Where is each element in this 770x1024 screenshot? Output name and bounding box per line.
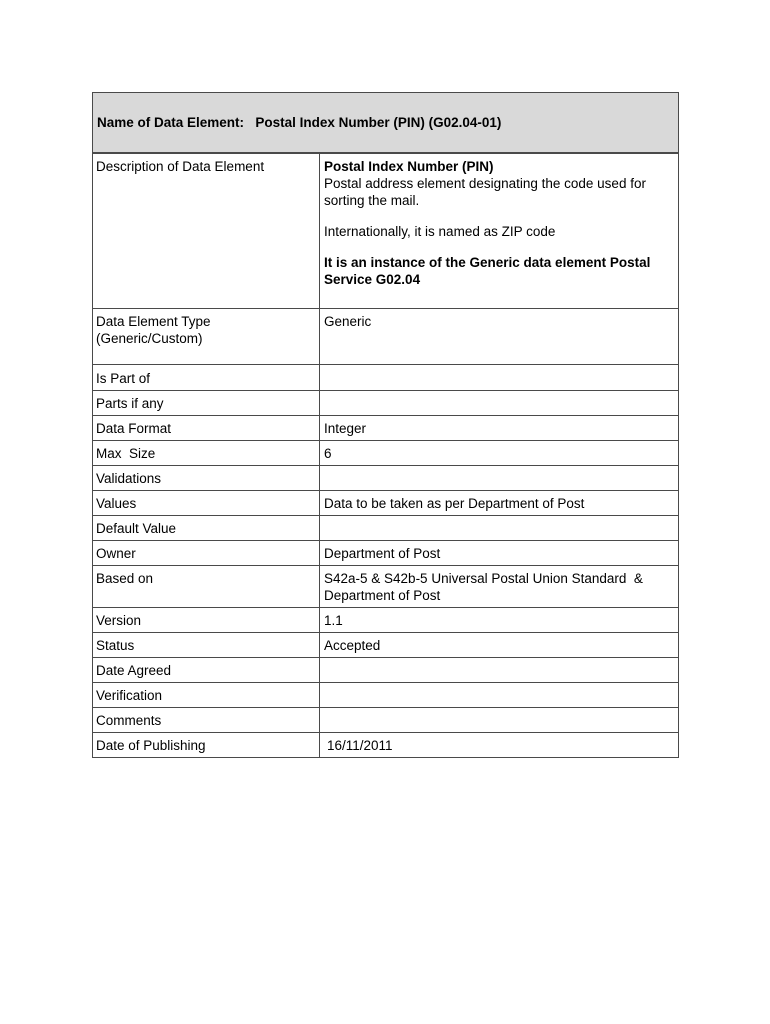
status-value: Accepted — [320, 633, 679, 658]
table-row — [93, 733, 679, 758]
table-row — [93, 658, 679, 683]
table-row — [93, 608, 679, 633]
description-instance: It is an instance of the Generic data element Postal Service G02.04 — [324, 254, 651, 287]
description-label: Description of Data Element — [93, 153, 320, 309]
max-size-value: 6 — [320, 441, 679, 466]
table-row — [93, 466, 679, 491]
comments-label: Comments — [93, 708, 320, 733]
table-row — [93, 541, 679, 566]
header-value: Postal Index Number (PIN) (G02.04-01) — [255, 115, 502, 131]
description-value — [320, 153, 679, 309]
header-cell — [93, 93, 679, 153]
owner-value: Department of Post — [320, 541, 679, 566]
max-size-label: Max Size — [93, 441, 320, 466]
table-row — [93, 491, 679, 516]
data-element-spec-table — [92, 92, 679, 758]
table-row — [93, 391, 679, 416]
type-label-line1: Data Element Type — [96, 314, 211, 329]
based-on-value: S42a-5 & S42b-5 Universal Postal Union Standard & Department of Post — [320, 566, 679, 608]
data-format-label: Data Format — [93, 416, 320, 441]
based-on-label: Based on — [93, 566, 320, 608]
date-of-publishing-label: Date of Publishing — [93, 733, 320, 758]
date-agreed-value — [320, 658, 679, 683]
description-row — [93, 153, 679, 309]
table-row — [93, 365, 679, 391]
data-format-value: Integer — [320, 416, 679, 441]
table-row — [93, 566, 679, 608]
table-row — [93, 441, 679, 466]
type-value: Generic — [320, 309, 679, 365]
verification-label: Verification — [93, 683, 320, 708]
type-label — [93, 309, 320, 365]
validations-value — [320, 466, 679, 491]
version-value: 1.1 — [320, 608, 679, 633]
date-of-publishing-value: 16/11/2011 — [320, 733, 679, 758]
status-label: Status — [93, 633, 320, 658]
verification-value — [320, 683, 679, 708]
description-title: Postal Index Number (PIN) — [324, 158, 494, 174]
date-agreed-label: Date Agreed — [93, 658, 320, 683]
is-part-of-value — [320, 365, 679, 391]
type-row — [93, 309, 679, 365]
default-value-label: Default Value — [93, 516, 320, 541]
table-row — [93, 416, 679, 441]
owner-label: Owner — [93, 541, 320, 566]
parts-if-any-label: Parts if any — [93, 391, 320, 416]
table-row — [93, 683, 679, 708]
header-row — [93, 93, 679, 153]
description-international: Internationally, it is named as ZIP code — [324, 223, 556, 239]
type-label-line2: (Generic/Custom) — [96, 331, 203, 346]
default-value-value — [320, 516, 679, 541]
table-row — [93, 516, 679, 541]
table-row — [93, 633, 679, 658]
validations-label: Validations — [93, 466, 320, 491]
version-label: Version — [93, 608, 320, 633]
is-part-of-label: Is Part of — [93, 365, 320, 391]
values-value: Data to be taken as per Department of Post — [320, 491, 679, 516]
comments-value — [320, 708, 679, 733]
header-label: Name of Data Element: — [97, 115, 245, 131]
values-label: Values — [93, 491, 320, 516]
parts-if-any-value — [320, 391, 679, 416]
table-row — [93, 708, 679, 733]
description-text: Postal address element designating the code used for sorting the mail. — [324, 175, 646, 208]
